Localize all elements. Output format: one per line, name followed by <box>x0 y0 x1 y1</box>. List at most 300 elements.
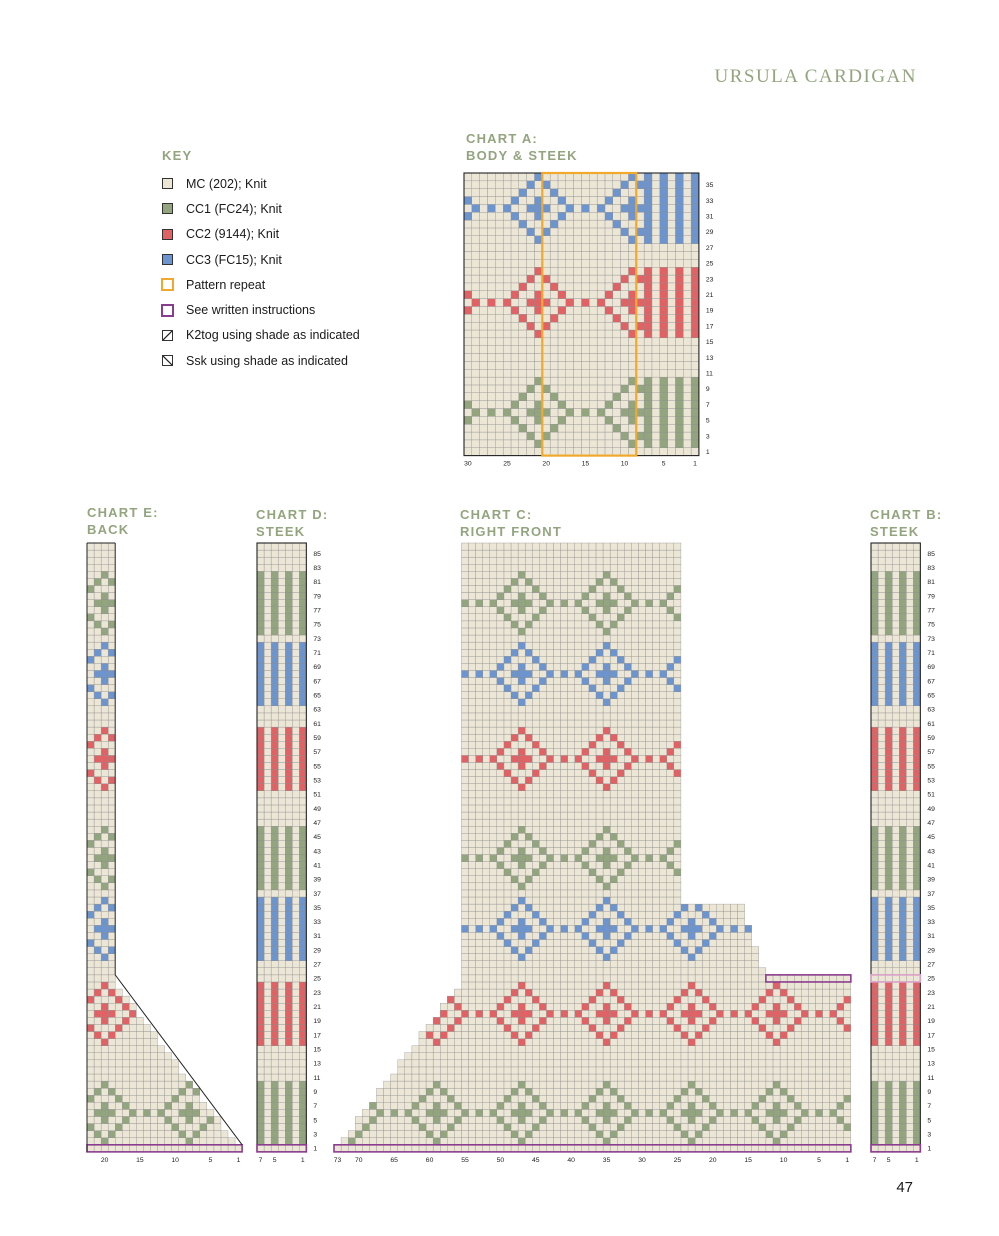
stitch-cell <box>495 212 503 220</box>
stitch-cell <box>480 314 488 322</box>
stitch-cell <box>837 1109 844 1116</box>
stitch-cell <box>348 1131 355 1138</box>
stitch-cell <box>844 975 851 982</box>
stitch-cell <box>644 306 652 314</box>
stitch-cell <box>94 1046 101 1053</box>
stitch-cell <box>674 1032 681 1039</box>
stitch-cell <box>581 306 589 314</box>
stitch-cell <box>660 982 667 989</box>
stitch-cell <box>447 1024 454 1031</box>
stitch-cell <box>257 847 264 854</box>
stitch-cell <box>264 770 271 777</box>
stitch-cell <box>558 440 566 448</box>
stitch-cell <box>550 369 558 377</box>
stitch-cell <box>525 1060 532 1067</box>
stitch-cell <box>631 1010 638 1017</box>
stitch-cell <box>644 212 652 220</box>
stitch-cell <box>546 812 553 819</box>
stitch-cell <box>581 440 589 448</box>
stitch-cell <box>675 283 683 291</box>
stitch-cell <box>129 1053 136 1060</box>
stitch-cell <box>660 883 667 890</box>
stitch-cell <box>553 770 560 777</box>
stitch-cell <box>646 1046 653 1053</box>
stitch-cell <box>553 1145 560 1152</box>
stitch-cell <box>730 968 737 975</box>
stitch-cell <box>830 1095 837 1102</box>
stitch-cell <box>808 1053 815 1060</box>
stitch-cell <box>115 1124 122 1131</box>
row-number: 3 <box>313 1131 318 1139</box>
stitch-cell <box>143 1131 150 1138</box>
stitch-cell <box>674 1024 681 1031</box>
stitch-cell <box>299 578 306 585</box>
stitch-cell <box>605 189 613 197</box>
stitch-cell <box>454 1046 461 1053</box>
stitch-cell <box>476 1046 483 1053</box>
stitch-cell <box>461 954 468 961</box>
stitch-cell <box>596 1124 603 1131</box>
stitch-cell <box>596 855 603 862</box>
stitch-cell <box>610 784 617 791</box>
stitch-cell <box>257 1124 264 1131</box>
stitch-cell <box>667 869 674 876</box>
stitch-cell <box>624 954 631 961</box>
stitch-cell <box>566 369 574 377</box>
stitch-cell <box>709 932 716 939</box>
stitch-cell <box>653 1024 660 1031</box>
stitch-cell <box>631 1131 638 1138</box>
stitch-cell <box>683 267 691 275</box>
stitch-cell <box>801 1017 808 1024</box>
stitch-cell <box>683 385 691 393</box>
stitch-cell <box>638 982 645 989</box>
stitch-cell <box>738 1081 745 1088</box>
stitch-cell <box>675 377 683 385</box>
stitch-cell <box>257 635 264 642</box>
stitch-cell <box>376 1138 383 1145</box>
stitch-cell <box>581 369 589 377</box>
stitch-cell <box>101 578 108 585</box>
stitch-cell <box>193 1109 200 1116</box>
stitch-cell <box>490 890 497 897</box>
stitch-cell <box>278 939 285 946</box>
stitch-cell <box>542 330 550 338</box>
stitch-cell <box>362 1138 369 1145</box>
stitch-cell <box>596 1138 603 1145</box>
stitch-cell <box>631 989 638 996</box>
stitch-cell <box>837 1116 844 1123</box>
stitch-cell <box>122 1039 129 1046</box>
stitch-cell <box>582 798 589 805</box>
stitch-cell <box>691 385 699 393</box>
stitch-cell <box>271 1067 278 1074</box>
stitch-cell <box>525 1010 532 1017</box>
stitch-cell <box>702 1003 709 1010</box>
stitch-cell <box>480 338 488 346</box>
stitch-cell <box>257 571 264 578</box>
stitch-cell <box>476 1003 483 1010</box>
stitch-cell <box>668 432 676 440</box>
stitch-cell <box>464 244 472 252</box>
stitch-cell <box>101 1109 108 1116</box>
stitch-cell <box>94 876 101 883</box>
stitch-cell <box>525 1116 532 1123</box>
stitch-cell <box>631 826 638 833</box>
stitch-cell <box>837 1124 844 1131</box>
stitch-cell <box>101 564 108 571</box>
stitch-cell <box>519 204 527 212</box>
stitch-cell <box>646 762 653 769</box>
stitch-cell <box>433 1124 440 1131</box>
stitch-cell <box>568 1138 575 1145</box>
stitch-cell <box>695 1017 702 1024</box>
stitch-cell <box>136 1145 143 1152</box>
stitch-cell <box>550 385 558 393</box>
stitch-cell <box>695 1024 702 1031</box>
stitch-cell <box>566 314 574 322</box>
stitch-cell <box>605 338 613 346</box>
stitch-cell <box>801 1032 808 1039</box>
stitch-cell <box>558 299 566 307</box>
stitch-cell <box>299 1074 306 1081</box>
stitch-cell <box>603 777 610 784</box>
stitch-cell <box>773 989 780 996</box>
stitch-cell <box>709 1145 716 1152</box>
stitch-cell <box>787 1046 794 1053</box>
stitch-cell <box>542 377 550 385</box>
stitch-cell <box>464 267 472 275</box>
stitch-cell <box>299 656 306 663</box>
stitch-cell <box>780 1109 787 1116</box>
stitch-cell <box>653 911 660 918</box>
stitch-cell <box>582 1046 589 1053</box>
stitch-cell <box>589 1053 596 1060</box>
stitch-cell <box>631 1116 638 1123</box>
stitch-cell <box>691 181 699 189</box>
stitch-cell <box>589 197 597 205</box>
stitch-cell <box>108 918 115 925</box>
stitch-cell <box>257 1053 264 1060</box>
stitch-cell <box>525 1074 532 1081</box>
stitch-cell <box>716 932 723 939</box>
stitch-cell <box>483 826 490 833</box>
stitch-cell <box>702 961 709 968</box>
stitch-cell <box>101 670 108 677</box>
stitch-cell <box>610 1131 617 1138</box>
stitch-cell <box>94 1088 101 1095</box>
stitch-cell <box>525 1081 532 1088</box>
stitch-cell <box>472 267 480 275</box>
stitch-cell <box>525 1102 532 1109</box>
stitch-cell <box>292 932 299 939</box>
stitch-cell <box>752 1102 759 1109</box>
stitch-cell <box>532 869 539 876</box>
stitch-cell <box>483 1067 490 1074</box>
stitch-cell <box>527 236 535 244</box>
stitch-cell <box>553 1053 560 1060</box>
stitch-cell <box>257 918 264 925</box>
stitch-cell <box>108 755 115 762</box>
stitch-cell <box>716 925 723 932</box>
stitch-cell <box>766 1053 773 1060</box>
stitch-cell <box>702 911 709 918</box>
stitch-cell <box>653 791 660 798</box>
stitch-cell <box>143 1124 150 1131</box>
stitch-cell <box>624 855 631 862</box>
stitch-cell <box>179 1088 186 1095</box>
stitch-cell <box>815 996 822 1003</box>
stitch-cell <box>674 989 681 996</box>
stitch-cell <box>292 550 299 557</box>
stitch-cell <box>646 855 653 862</box>
stitch-cell <box>675 432 683 440</box>
stitch-cell <box>454 996 461 1003</box>
stitch-cell <box>292 996 299 1003</box>
stitch-cell <box>837 1131 844 1138</box>
stitch-cell <box>495 306 503 314</box>
stitch-cell <box>94 635 101 642</box>
stitch-cell <box>660 354 668 362</box>
stitch-cell <box>787 1060 794 1067</box>
stitch-cell <box>527 259 535 267</box>
stitch-cell <box>257 784 264 791</box>
stitch-cell <box>94 770 101 777</box>
stitch-cell <box>472 354 480 362</box>
stitch-cell <box>264 1102 271 1109</box>
stitch-cell <box>200 1124 207 1131</box>
stitch-cell <box>675 259 683 267</box>
stitch-cell <box>257 939 264 946</box>
stitch-cell <box>278 1088 285 1095</box>
stitch-cell <box>617 762 624 769</box>
stitch-cell <box>709 925 716 932</box>
stitch-cell <box>108 876 115 883</box>
stitch-cell <box>94 727 101 734</box>
stitch-cell <box>844 1053 851 1060</box>
stitch-cell <box>483 954 490 961</box>
stitch-cell <box>613 432 621 440</box>
stitch-cell <box>773 1060 780 1067</box>
stitch-cell <box>461 883 468 890</box>
stitch-cell <box>440 1109 447 1116</box>
stitch-cell <box>574 393 582 401</box>
stitch-cell <box>674 925 681 932</box>
stitch-cell <box>476 925 483 932</box>
stitch-cell <box>532 1116 539 1123</box>
stitch-cell <box>773 1124 780 1131</box>
stitch-cell <box>605 424 613 432</box>
stitch-cell <box>278 1010 285 1017</box>
stitch-cell <box>94 989 101 996</box>
stitch-cell <box>426 1046 433 1053</box>
key-label: CC3 (FC15); Knit <box>186 252 282 267</box>
stitch-cell <box>621 299 629 307</box>
stitch-cell <box>94 1116 101 1123</box>
stitch-cell <box>480 385 488 393</box>
stitch-cell <box>264 1039 271 1046</box>
stitch-cell <box>299 1095 306 1102</box>
stitch-cell <box>617 777 624 784</box>
stitch-cell <box>730 1032 737 1039</box>
stitch-cell <box>646 862 653 869</box>
stitch-cell <box>532 1138 539 1145</box>
stitch-cell <box>628 283 636 291</box>
stitch-cell <box>780 975 787 982</box>
stitch-cell <box>292 1095 299 1102</box>
stitch-cell <box>589 385 597 393</box>
stitch-cell <box>271 713 278 720</box>
stitch-cell <box>483 862 490 869</box>
stitch-cell <box>271 961 278 968</box>
stitch-cell <box>668 409 676 417</box>
row-number: 49 <box>313 805 321 813</box>
row-number: 5 <box>705 417 710 425</box>
stitch-cell <box>628 424 636 432</box>
stitch-cell <box>257 741 264 748</box>
stitch-cell <box>596 996 603 1003</box>
stitch-cell <box>723 1145 730 1152</box>
stitch-cell <box>617 925 624 932</box>
stitch-cell <box>596 777 603 784</box>
stitch-cell <box>631 1024 638 1031</box>
stitch-cell <box>292 947 299 954</box>
stitch-cell <box>94 819 101 826</box>
stitch-cell <box>644 173 652 181</box>
stitch-cell <box>461 1088 468 1095</box>
stitch-cell <box>490 939 497 946</box>
stitch-cell <box>483 996 490 1003</box>
chart-b-title-line2: STEEK <box>870 524 920 539</box>
stitch-cell <box>469 847 476 854</box>
stitch-cell <box>108 805 115 812</box>
stitch-cell <box>638 1017 645 1024</box>
stitch-cell <box>525 1003 532 1010</box>
stitch-cell <box>558 369 566 377</box>
stitch-cell <box>568 777 575 784</box>
stitch-cell <box>150 1109 157 1116</box>
stitch-cell <box>108 614 115 621</box>
stitch-cell <box>581 173 589 181</box>
stitch-cell <box>667 826 674 833</box>
stitch-cell <box>476 798 483 805</box>
stitch-cell <box>271 692 278 699</box>
stitch-cell <box>730 1010 737 1017</box>
stitch-cell <box>653 925 660 932</box>
stitch-cell <box>653 1017 660 1024</box>
stitch-cell <box>566 181 574 189</box>
stitch-cell <box>525 961 532 968</box>
stitch-cell <box>469 911 476 918</box>
stitch-cell <box>497 876 504 883</box>
stitch-cell <box>495 275 503 283</box>
stitch-cell <box>597 354 605 362</box>
stitch-cell <box>709 1053 716 1060</box>
stitch-cell <box>490 1124 497 1131</box>
stitch-cell <box>668 173 676 181</box>
stitch-cell <box>558 401 566 409</box>
stitch-cell <box>285 855 292 862</box>
stitch-cell <box>497 1074 504 1081</box>
stitch-cell <box>667 1074 674 1081</box>
stitch-cell <box>454 1102 461 1109</box>
stitch-cell <box>497 939 504 946</box>
stitch-cell <box>605 181 613 189</box>
stitch-cell <box>143 1074 150 1081</box>
stitch-cell <box>472 346 480 354</box>
stitch-cell <box>278 1039 285 1046</box>
page-title: URSULA CARDIGAN <box>714 66 917 87</box>
stitch-cell <box>278 876 285 883</box>
stitch-cell <box>652 393 660 401</box>
stitch-cell <box>419 1067 426 1074</box>
stitch-cell <box>483 897 490 904</box>
stitch-cell <box>837 1046 844 1053</box>
stitch-cell <box>278 621 285 628</box>
row-number: 85 <box>313 550 321 558</box>
stitch-cell <box>461 897 468 904</box>
stitch-cell <box>299 685 306 692</box>
stitch-cell <box>94 897 101 904</box>
stitch-cell <box>624 770 631 777</box>
stitch-cell <box>660 385 668 393</box>
stitch-cell <box>271 954 278 961</box>
stitch-cell <box>561 1017 568 1024</box>
stitch-cell <box>582 1131 589 1138</box>
stitch-cell <box>660 812 667 819</box>
stitch-cell <box>264 876 271 883</box>
stitch-cell <box>830 1116 837 1123</box>
stitch-cell <box>341 1138 348 1145</box>
stitch-cell <box>660 954 667 961</box>
stitch-cell <box>653 954 660 961</box>
stitch-cell <box>603 1145 610 1152</box>
stitch-cell <box>830 1039 837 1046</box>
stitch-cell <box>581 244 589 252</box>
stitch-cell <box>644 197 652 205</box>
stitch-cell <box>165 1109 172 1116</box>
stitch-cell <box>497 1039 504 1046</box>
stitch-cell <box>681 975 688 982</box>
stitch-cell <box>808 1109 815 1116</box>
stitch-cell <box>660 401 668 409</box>
stitch-cell <box>631 819 638 826</box>
stitch-cell <box>285 706 292 713</box>
stitch-cell <box>566 377 574 385</box>
stitch-cell <box>644 330 652 338</box>
stitch-cell <box>299 862 306 869</box>
stitch-cell <box>752 1039 759 1046</box>
stitch-cell <box>193 1138 200 1145</box>
stitch-cell <box>546 897 553 904</box>
stitch-cell <box>108 947 115 954</box>
stitch-cell <box>738 1138 745 1145</box>
stitch-cell <box>271 1010 278 1017</box>
stitch-cell <box>683 440 691 448</box>
stitch-cell <box>440 1053 447 1060</box>
stitch-cell <box>546 911 553 918</box>
stitch-cell <box>610 1032 617 1039</box>
stitch-cell <box>759 1116 766 1123</box>
stitch-cell <box>94 1060 101 1067</box>
stitch-cell <box>553 1010 560 1017</box>
stitch-cell <box>738 939 745 946</box>
stitch-cell <box>550 275 558 283</box>
stitch-cell <box>667 932 674 939</box>
stitch-cell <box>464 330 472 338</box>
stitch-cell <box>574 197 582 205</box>
stitch-cell <box>511 784 518 791</box>
